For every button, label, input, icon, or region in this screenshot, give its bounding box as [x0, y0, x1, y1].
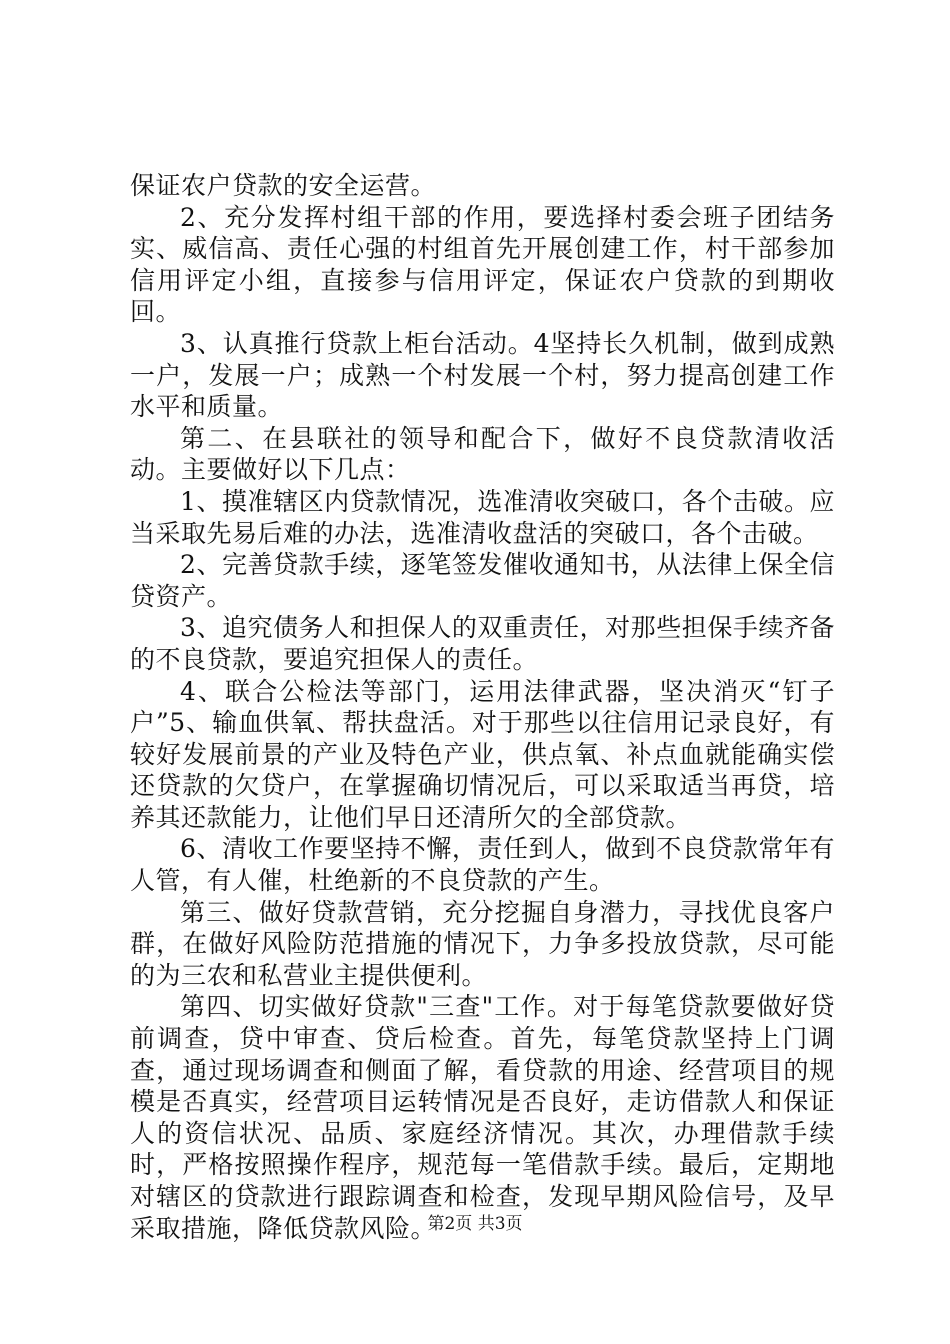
page-footer: 第2页 共3页: [427, 1214, 523, 1234]
paragraph-10: 第三、做好贷款营销，充分挖掘自身潜力，寻找优良客户群，在做好风险防范措施的情况下，力争多投放贷款，尽可能的为三农和私营业主提供便利。: [130, 897, 835, 990]
paragraph-11: 第四、切实做好贷款"三查"工作。对于每笔贷款要做好贷前调查，贷中审查、贷后检查。首先，每笔贷款坚持上门调查，通过现场调查和侧面了解，看贷款的用途、经营项目的规模是否真实，经营项目运转情况是否良好，走访借款人和保证人的资信状况、品质、家庭经济情况。其次，办理借款手续时，严格按照操作程序，规范每一笔借款手续。最后，定期地对辖区的贷款进行跟踪调查和检查，发现早期风险信号，及早采取措施，降低贷款风险。: [130, 992, 835, 1243]
paragraph-3: 3、认真推行贷款上柜台活动。4坚持长久机制，做到成熟一户，发展一户；成熟一个村发展一个村，努力提高创建工作水平和质量。: [130, 328, 835, 422]
paragraph-4: 第二、在县联社的领导和配合下，做好不良贷款清收活动。主要做好以下几点：: [130, 423, 835, 485]
paragraph-9: 6、清收工作要坚持不懈，责任到人，做到不良贷款常年有人管，有人催，杜绝新的不良贷款的产生。: [130, 834, 835, 896]
document-body: [130, 170, 835, 1244]
paragraph-1: 保证农户贷款的安全运营。: [130, 171, 437, 200]
paragraph-5: 1、摸准辖区内贷款情况，选准清收突破口，各个击破。应当采取先易后难的办法，选准清收盘活的突破口，各个击破。: [130, 486, 835, 548]
paragraph-6: 2、完善贷款手续，逐笔签发催收通知书，从法律上保全信贷资产。: [130, 550, 835, 611]
paragraph-8: 4、联合公检法等部门，运用法律武器，坚决消灭“钉子户”5、输血供氧、帮扶盘活。对于那些以往信用记录良好，有较好发展前景的产业及特色产业，供点氧、补点血就能确实偿还贷款的欠贷户，在掌握确切情况后，可以采取适当再贷，培养其还款能力，让他们早日还清所欠的全部贷款。: [130, 676, 835, 832]
paragraph-7: 3、追究债务人和担保人的双重责任，对那些担保手续齐备的不良贷款，要追究担保人的责任。: [130, 613, 835, 674]
paragraph-2: 2、充分发挥村组干部的作用，要选择村委会班子团结务实、威信高、责任心强的村组首先开展创建工作，村干部参加信用评定小组，直接参与信用评定，保证农户贷款的到期收回。: [130, 202, 835, 327]
